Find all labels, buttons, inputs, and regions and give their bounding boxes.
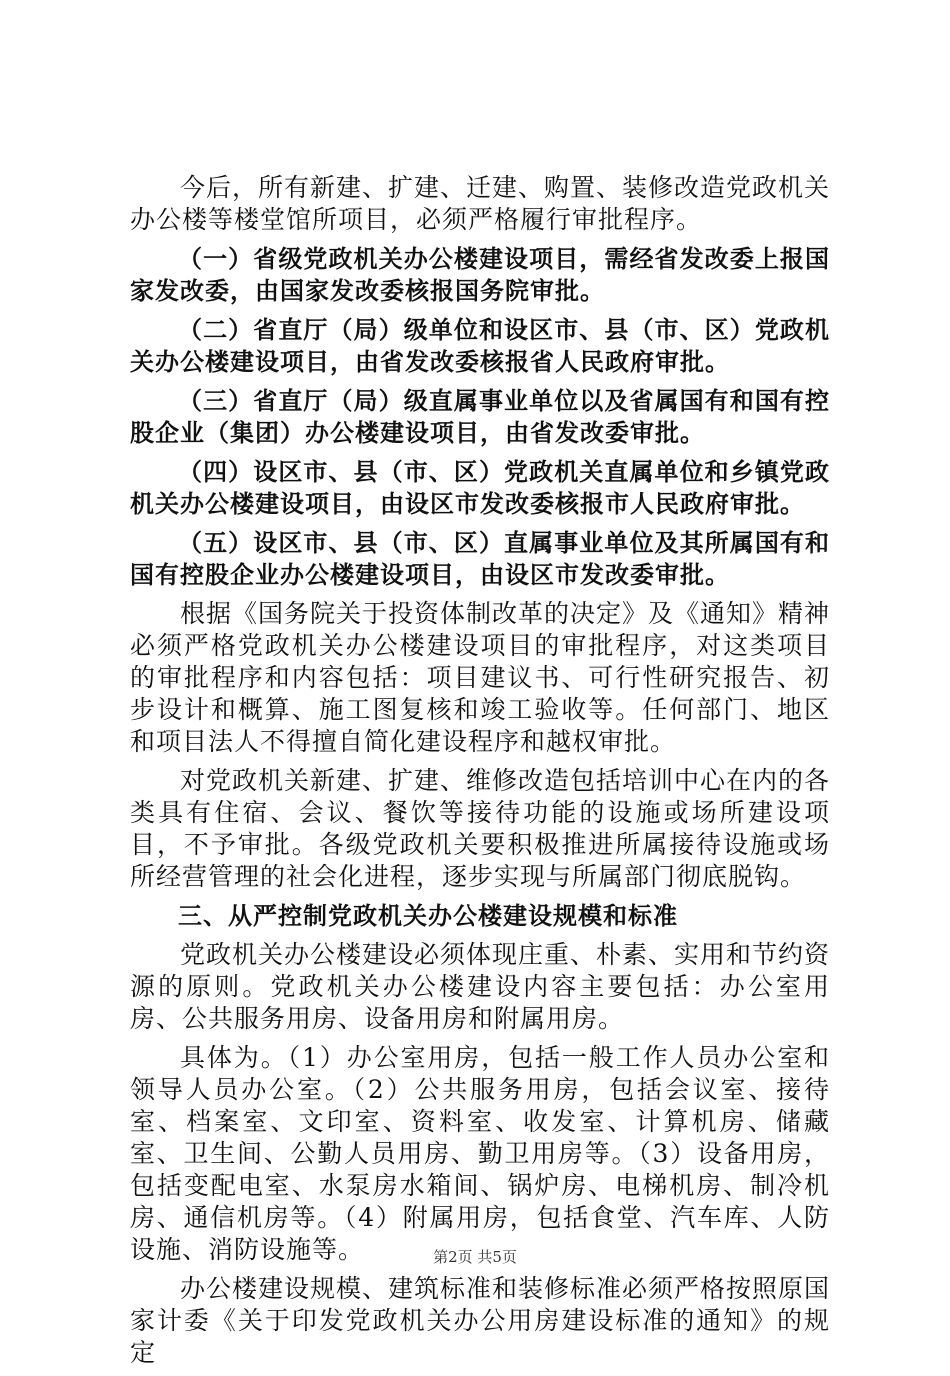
- paragraph-item-5: （五）设区市、县（市、区）直属事业单位及其所属国有和国有控股企业办公楼建设项目，由设区市发改委审批。: [130, 529, 830, 589]
- section-heading: 三、从严控制党政机关办公楼建设规模和标准: [178, 902, 678, 930]
- paragraph-reception-facilities: 对党政机关新建、扩建、维修改造包括培训中心在内的各类具有住宿、会议、餐饮等接待功能的设施或场所建设项目，不予审批。各级党政机关要积极推进所属接待设施或场所经营管理的社会化进程，逐步实现与所属部门彻底脱钩。: [130, 766, 831, 891]
- page-number-footer: 第2页 共5页: [433, 1248, 517, 1266]
- paragraph-intro: 今后，所有新建、扩建、迁建、购置、装修改造党政机关办公楼等楼堂馆所项目，必须严格履行审批程序。: [130, 173, 831, 234]
- paragraph-item-4: （四）设区市、县（市、区）党政机关直属单位和乡镇党政机关办公楼建设项目，由设区市发改委核报市人民政府审批。: [130, 458, 830, 518]
- paragraph-item-1: （一）省级党政机关办公楼建设项目，需经省发改委上报国家发改委，由国家发改委核报国务院审批。: [130, 245, 830, 305]
- paragraph-room-types: 具体为。（1）办公室用房，包括一般工作人员办公室和领导人员办公室。（2）公共服务用房，包括会议室、接待室、档案室、文印室、资料室、收发室、计算机房、储藏室、卫生间、公勤人员用房、勤卫用房等。（3）设备用房，包括变配电室、水泵房水箱间、锅炉房、电梯机房、制冷机房、通信机房等。（4）附属用房，包括食堂、汽车库、人防设施、消防设施等。: [130, 1043, 830, 1264]
- paragraph-item-2: （二）省直厅（局）级单位和设区市、县（市、区）党政机关办公楼建设项目，由省发改委核报省人民政府审批。: [130, 316, 830, 376]
- paragraph-item-3: （三）省直厅（局）级直属事业单位以及省属国有和国有控股企业（集团）办公楼建设项目，由省发改委审批。: [130, 387, 830, 447]
- paragraph-principles: 党政机关办公楼建设必须体现庄重、朴素、实用和节约资源的原则。党政机关办公楼建设内容主要包括：办公室用房、公共服务用房、设备用房和附属用房。: [130, 940, 831, 1033]
- paragraph-standards: 办公楼建设规模、建筑标准和装修标准必须严格按照原国家计委《关于印发党政机关办公用房建设标准的通知》的规定: [130, 1274, 831, 1367]
- document-body: [130, 172, 830, 1376]
- paragraph-approval-procedure: 根据《国务院关于投资体制改革的决定》及《通知》精神必须严格党政机关办公楼建设项目的审批程序，对这类项目的审批程序和内容包括：项目建议书、可行性研究报告、初步设计和概算、施工图复核和竣工验收等。任何部门、地区和项目法人不得擅自简化建设程序和越权审批。: [130, 599, 831, 756]
